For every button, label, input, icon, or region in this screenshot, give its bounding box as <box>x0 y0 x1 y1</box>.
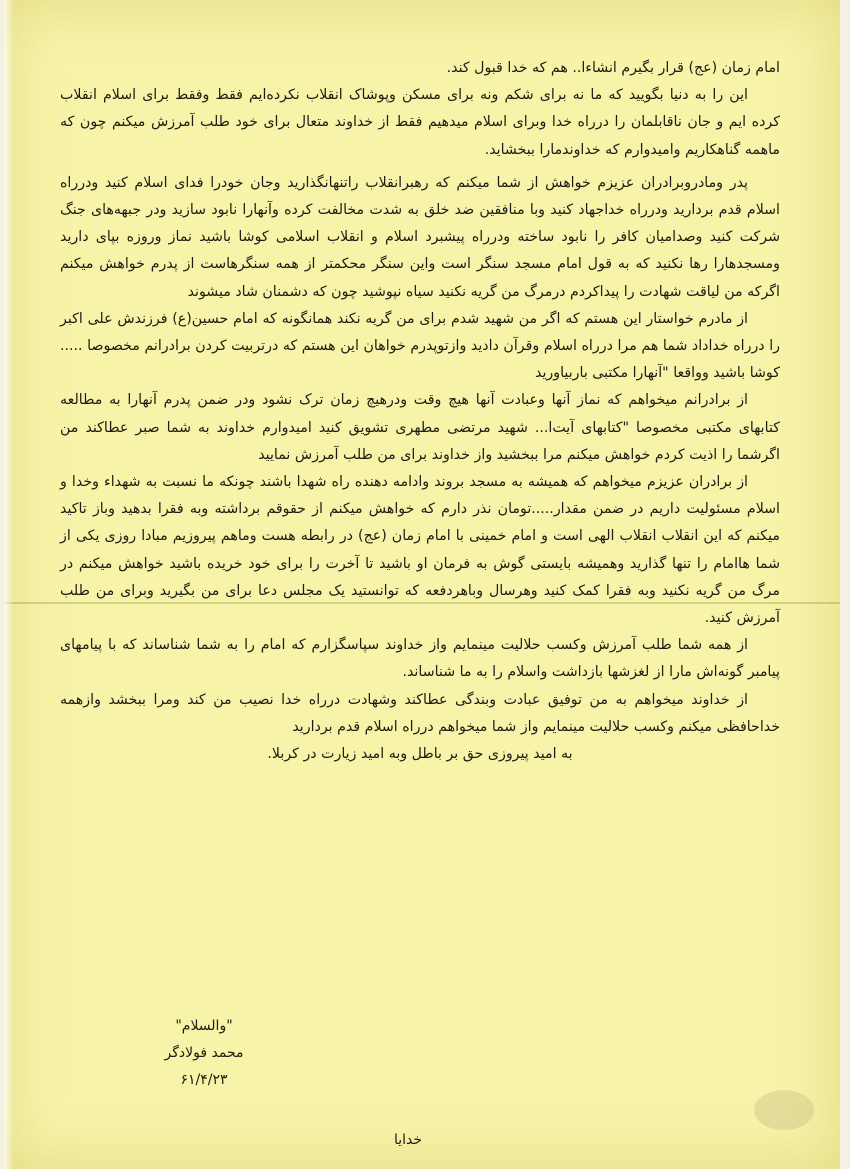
signature-block <box>144 1013 264 1094</box>
paragraph-4: از مادرم خواستار این هستم که اگر من شهید شدم برای من گریه نکند همانگونه که امام حسین(ع) فرزندش علی اکبر را درراه خداداد شما هم مرا درراه اسلام وقرآن دادید وازتوپدرم خواهان این هستم که درتربیت کردن برادرانم مخصوصا ..... کوشا باشید وواقعا "آنهارا مکتبی باربیاورید <box>60 310 780 382</box>
paragraph-5: از برادرانم میخواهم که نماز آنها وعبادت آنها هیچ وقت ودرهیچ زمان ترک نشود ودر ضمن پدرم آنهارا به مطالعه کتابهای مکتبی مخصوصا "کتابهای آیت‌ا... شهید مرتضی مطهری تشویق کنید امیدوارم خداوند به شما صبر عطاکند من اگرشما را اذیت کردم خواهش میکنم مرا ببخشید واز خداوند برای من طلب آمرزش نمایید <box>60 392 780 463</box>
paragraph-2: این را به دنیا بگویید که ما نه برای شکم ونه برای مسکن وپوشاک انقلاب نکرده‌ایم فقط وفقط برای اسلام انقلاب کرده ایم و جان ناقابلمان را درراه خدا وبرای اسلام میدهیم فقط از خداوند متعال برای خود طلب آمرزش میکنم چون که ماهمه گناهکاریم وامیدوارم که خداوندمارا ببخشاید. <box>60 87 780 158</box>
signature-name: محمد فولادگر <box>164 1045 244 1061</box>
paper-stain <box>754 1090 814 1130</box>
letter-sheet <box>4 0 840 1169</box>
signature-date: ۶۱/۴/۲۳ <box>180 1072 228 1088</box>
paragraph-3: پدر ومادروبرادران عزیزم خواهش از شما میکنم که رهبرانقلاب راتنهانگذارید وجان خودرا فدای اسلام کنید ودرراه اسلام قدم بردارید ودرراه خداجهاد کنید وبا منافقین ضد خلق به شدت مخالفت کرده وآنهارا نابود سازید ودر جبهه‌های جنگ شرکت کنید وصدامیان کافر را نابود ساخته ودرراه پیشبرد اسلام و انقلاب اسلامی کوشا باشید نماز وروزه‌ بپای دارید ومسجدهارا رها نکنید که به قول امام مسجد سنگر است واین سنگر محکمتر از همه سنگرهاست از پدرم خواهش میکنم اگرکه من لیاقت شهادت را پیداکردم درمرگ من گریه نکنید سیاه نپوشید چون که دشمنان شاد میشوند <box>60 174 780 300</box>
footer-text: خدایا <box>394 1132 423 1148</box>
paragraph-7: از همه شما طلب آمرزش وکسب حلالیت مینمایم واز خداوند سپاسگزارم که امام را به شما شناساند که با پیامهای پیامبر گونه‌اش مارا از لغزشها بازداشت واسلام را به ما شناساند. <box>60 637 780 681</box>
closing: "والسلام" <box>175 1018 233 1034</box>
paragraph-1: امام زمان (عج) قرار بگیرم انشاءا.. هم که خدا قبول کند. <box>446 60 780 76</box>
paragraph-6: از برادران عزیزم میخواهم که همیشه به مسجد بروند وادامه دهنده راه شهدا باشند چونکه ما نسبت به شهداء وخدا و اسلام مسئولیت داریم در ضمن مقدار.....تومان نذر دارم که خواهش میکنم از حقوقم برداشته وبه فقرا بدهید وباز تاکید میکنم که این انقلاب انقلاب الهی است و امام خمینی با امام زمان (عج) در رابطه هست وماهم پیروزیم مبادا روزی یکی از شما هاامام را تنها گذارید وهمیشه بایستی گوش به فرمان او باشید تا آخرت را برای خود خریده باشید خواهش میکنم در مرگ من گریه نکنید وبه فقرا کمک کنید وهرسال وباهردفعه که توانستید یک مجلس دعا برای من بگیرید وبرای من طلب آمرزش کنید. <box>60 474 780 627</box>
paragraph-8: از خداوند میخواهم به من توفیق عبادت وبندگی عطاکند وشهادت درراه خدا نصیب من کند ومرا ببخشد وازهمه خداحافظی میکنم وکسب حلالیت مینمایم واز شما میخواهم درراه اسلام قدم بردارید <box>60 691 780 735</box>
paragraph-9: به امید پیروزی حق بر باطل وبه امید زیارت در کربلا. <box>267 746 573 763</box>
letter-body <box>60 55 780 768</box>
